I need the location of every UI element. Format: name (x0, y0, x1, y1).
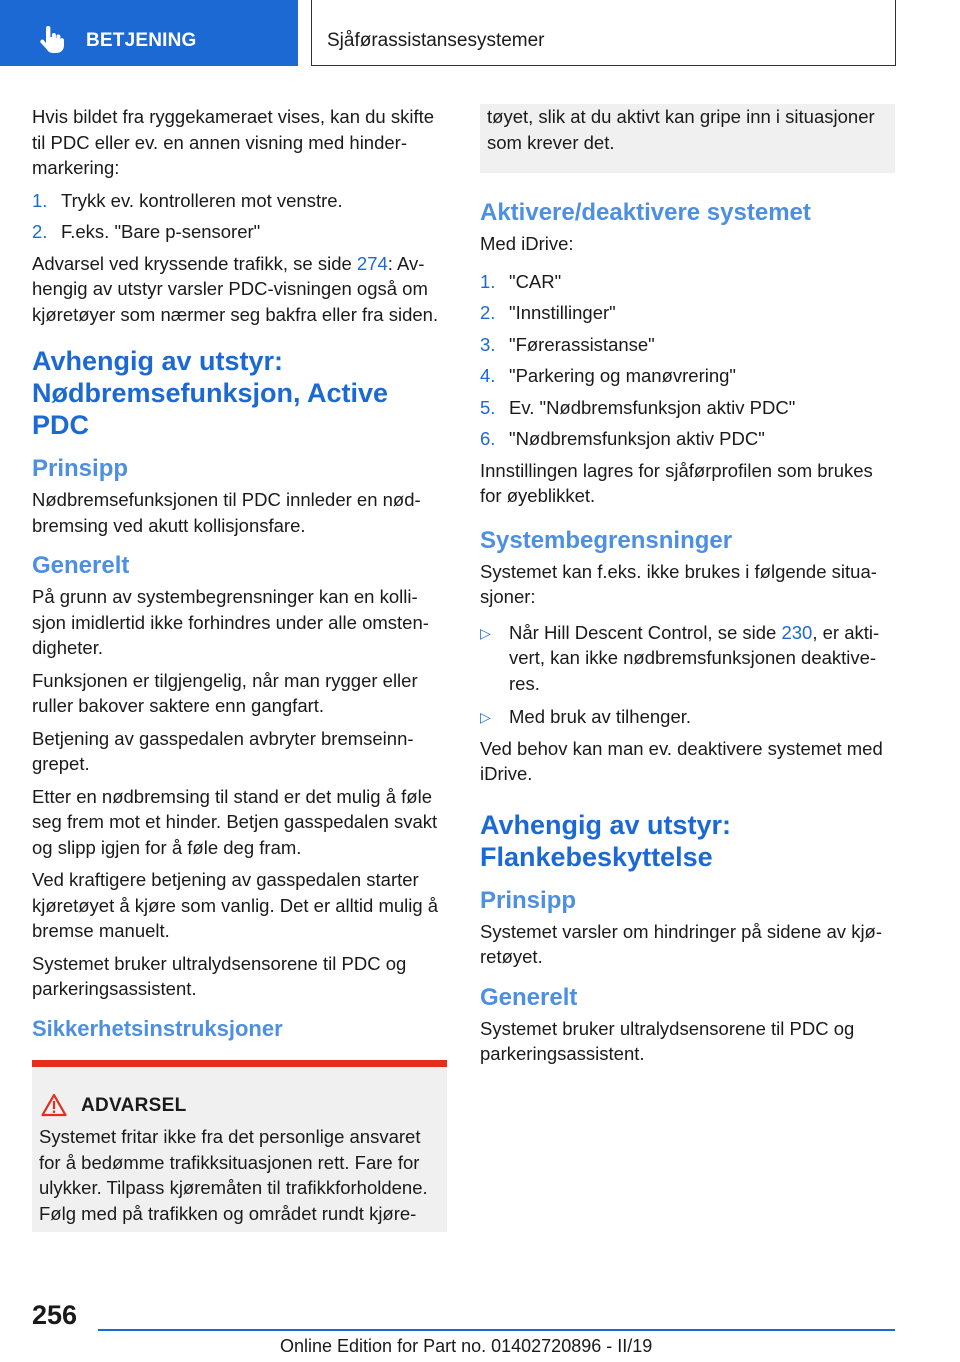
general-text-right: Systemet bruker ultralydsensorene til PDC og parkeringsassistent. (480, 1017, 855, 1064)
step-text: F.eks. "Bare p-sensorer" (61, 221, 261, 242)
flank-protection-heading: Avhengig av utstyr: Flankebeskyttelse (480, 809, 732, 872)
section-title: Sjåførassistansesystemer (327, 30, 545, 51)
cross-traffic-text-rest: : Av-hengig av utstyr varsler PDC-visningen også om kjøretøyer som nærmer seg bakfra eller fra siden. (32, 252, 439, 325)
left-column (32, 104, 447, 1232)
principle-text-right: Systemet varsler om hindringer på sidene av kjø-retøyet. (480, 920, 883, 967)
step-number: 1. (32, 189, 48, 211)
step-text: "Førerassistanse" (509, 333, 655, 355)
principle-text: Nødbremsefunksjonen til PDC innleder en nød-bremsing ved akutt kollisjonsfare. (32, 489, 421, 536)
step-number: 1. (480, 270, 496, 292)
page-link-230[interactable]: 230 (781, 621, 813, 643)
step-number: 3. (480, 333, 496, 355)
step-text: Ev. "Nødbremsfunksjon aktiv PDC" (509, 396, 796, 418)
list-item (480, 426, 895, 452)
right-column (480, 104, 895, 1074)
warning-text-continued: tøyet, slik at du aktivt kan gripe inn i situasjoner som krever det. (487, 106, 875, 153)
warning-header (39, 1093, 440, 1119)
limits-heading: Systembegrensninger (480, 526, 733, 554)
intro-paragraph: Hvis bildet fra ryggekameraet vises, kan du skifte til PDC eller ev. en annen visning med hinder-markering: (32, 106, 435, 178)
general-paragraph-6: Systemet bruker ultralydsensorene til PDC og parkeringsassistent. (32, 952, 407, 999)
emergency-brake-heading: Avhengig av utstyr: Nødbremsefunksjon, Active PDC (32, 346, 389, 440)
bullet-text: Med bruk av tilhenger. (509, 706, 692, 727)
general-paragraph-3: Betjening av gasspedalen avbryter bremseinn-grepet. (32, 727, 414, 774)
list-item (480, 300, 895, 326)
step-text: Trykk ev. kontrolleren mot venstre. (61, 189, 343, 211)
bullet-text-rest: , er akti-vert, kan ikke nødbremsfunksjonen deaktive-res. (509, 621, 880, 694)
step-number: 2. (32, 221, 48, 242)
step-number: 6. (480, 428, 496, 449)
page-link-274[interactable]: 274 (356, 252, 388, 274)
warning-box (32, 1060, 447, 1233)
section-title-box (311, 0, 896, 66)
general-paragraph-4: Etter en nødbremsing til stand er det mulig å føle seg frem mot et hinder. Betjen gasspedalen svakt og slipp igjen for å føle deg fram. (32, 785, 438, 858)
cross-traffic-paragraph (32, 251, 447, 328)
principle-heading-right: Prinsipp (480, 886, 577, 914)
chapter-tab[interactable] (0, 0, 298, 66)
general-paragraph-2: Funksjonen er tilgjengelig, når man rygger eller ruller bakover saktere enn gangfart. (32, 669, 418, 716)
view-steps-list (32, 188, 447, 245)
warning-text: Systemet fritar ikke fra det personlige ansvaret for å bedømme trafikksituasjonen rett. Fare for ulykker. Tilpass kjøremåten til trafikkforholdene. Følg med på trafikken og området rundt kjøre- (39, 1126, 428, 1224)
warning-box-continued (480, 104, 895, 173)
triangle-bullet-icon: ▷ (480, 624, 491, 641)
general-heading-right: Generelt (480, 983, 578, 1011)
step-text: "Innstillinger" (509, 302, 616, 323)
edition-text: Online Edition for Part no. 01402720896 - II/19 (280, 1336, 653, 1356)
step-number: 2. (480, 302, 496, 323)
hand-pointer-icon (38, 26, 64, 54)
cross-traffic-text: Advarsel ved kryssende trafikk, se side (32, 252, 357, 274)
chapter-tab-label: BETJENING (86, 30, 197, 51)
footer-divider (98, 1329, 895, 1331)
list-item (480, 620, 895, 697)
step-text: "Nødbremsfunksjon aktiv PDC" (509, 428, 765, 449)
list-item (32, 188, 447, 214)
step-text: "Parkering og manøvrering" (509, 365, 737, 386)
warning-label: ADVARSEL (81, 1094, 187, 1116)
bullet-text: Når Hill Descent Control, se side (509, 621, 782, 643)
list-item (480, 269, 895, 295)
list-item (480, 332, 895, 358)
list-item (480, 704, 895, 730)
step-number: 4. (480, 365, 496, 386)
triangle-bullet-icon: ▷ (480, 709, 491, 725)
with-idrive-text: Med iDrive: (480, 233, 574, 254)
activate-heading: Aktivere/deaktivere systemet (480, 199, 811, 226)
list-item (480, 363, 895, 389)
general-paragraph-1: På grunn av systembegrensninger kan en kolli-sjon imidlertid ikke forhindres under alle omsten-digheter. (32, 586, 429, 658)
general-heading: Generelt (32, 552, 130, 579)
safety-heading: Sikkerhetsinstruksjoner (32, 1015, 283, 1041)
limits-intro: Systemet kan f.eks. ikke brukes i følgende situa-sjoner: (480, 560, 877, 607)
warning-triangle-icon (41, 1093, 67, 1117)
page-number: 256 (32, 1300, 78, 1330)
list-item (480, 395, 895, 421)
list-item (32, 219, 447, 245)
principle-heading: Prinsipp (32, 455, 129, 482)
step-text: "CAR" (509, 270, 562, 292)
saved-profile-text: Innstillingen lagres for sjåførprofilen som brukes for øyeblikket. (480, 459, 873, 506)
step-number: 5. (480, 396, 496, 418)
limits-list (480, 620, 895, 730)
deactivate-text: Ved behov kan man ev. deaktivere systemet med iDrive. (480, 737, 883, 784)
idrive-steps-list (480, 269, 895, 452)
page-header (0, 0, 960, 66)
general-paragraph-5: Ved kraftigere betjening av gasspedalen starter kjøretøyet å kjøre som vanlig. Det er alltid mulig å bremse manuelt. (32, 869, 439, 941)
